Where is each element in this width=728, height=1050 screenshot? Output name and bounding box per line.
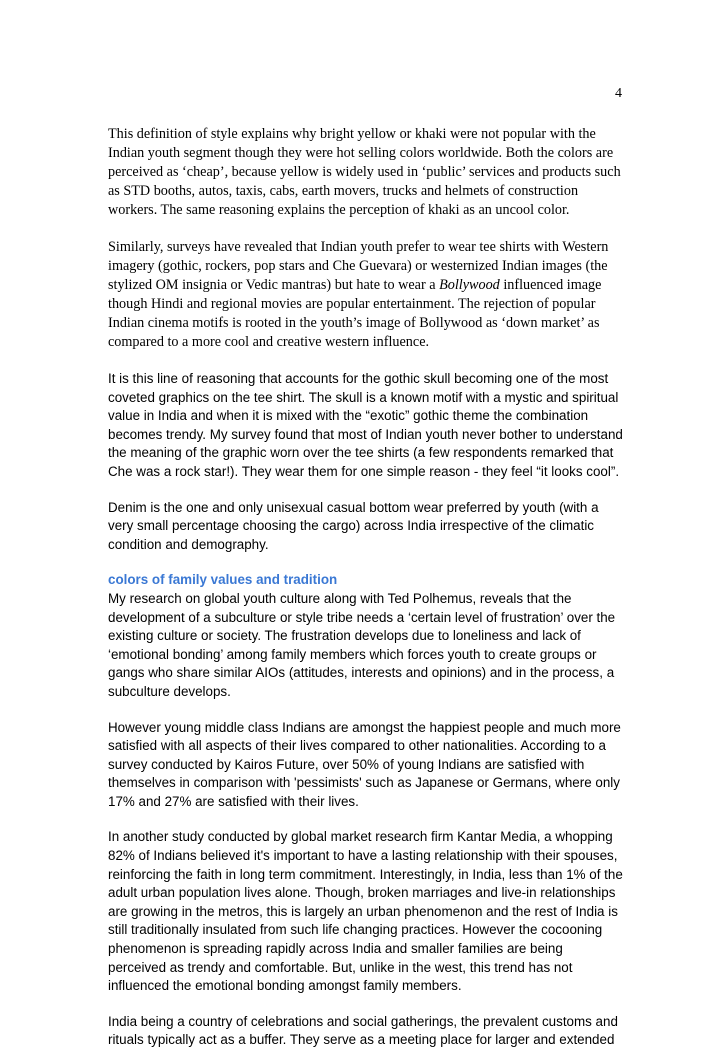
paragraph-text-part: influenced image though Hindi and regional movies are popular entertainment. The rejection of popular Indian cinema motifs is rooted in the youth’s image of Bollywood as ‘down market’ as compared to a more cool and creative western influence. (108, 277, 602, 350)
paragraph-denim: Denim is the one and only unisexual casual bottom wear preferred by youth (with a very small percentage choosing the cargo) across India irrespective of the climatic condition and demography. (108, 499, 599, 552)
paragraph-youth-culture-research: My research on global youth culture along with Ted Polhemus, reveals that the development of a subculture or style tribe needs a ‘certain level of frustration’ over the existing culture or society. The frustration develops due to loneliness and lack of ‘emotional bonding’ among family members which forces youth to create groups or gangs who share similar AIOs (attitudes, interests and opinions) and in the process, a subculture develops. (108, 590, 616, 699)
section-heading: colors of family values and tradition (108, 572, 338, 588)
paragraph-western-imagery (108, 238, 623, 352)
paragraph-kantar-study: In another study conducted by global market research firm Kantar Media, a whopping 82% of Indians believed it's important to have a lasting relationship with their spouses, reinforcing the faith in long term commitment. Interestingly, in India, less than 1% of the adult urban population lives alone. Though, broken marriages and live-in relationships are growing in the metros, this is largely an urban phenomenon and the rest of India is still traditionally insulated from such life changing practices. However the cocooning phenomenon is spreading rapidly across India and smaller families are being perceived as trendy and comfortable. But, unlike in the west, this trend has not influenced the emotional bonding amongst family members. (108, 829, 623, 994)
paragraph-style-definition: This definition of style explains why bright yellow or khaki were not popular with the Indian youth segment though they were hot selling colors worldwide. Both the colors are perceived as ‘cheap’, because yellow is widely used in ‘public’ services and products such as STD booths, autos, taxis, cabs, earth movers, trucks and helmets of construction workers. The same reasoning explains the perception of khaki as an uncool color. (108, 126, 621, 218)
paragraph-gothic-skull: It is this line of reasoning that accounts for the gothic skull becoming one of the most coveted graphics on the tee shirt. The skull is a known motif with a mystic and spiritual value in India and when it is mixed with the “exotic” gothic theme the combination becomes trendy. My survey found that most of Indian youth never bother to understand the meaning of the graphic worn over the tee shirts (a few respondents remarked that Che was a rock star!). They wear them for one simple reason - they feel “it looks cool”. (108, 371, 623, 479)
paragraph-text-part: Similarly, surveys have revealed that Indian youth prefer to wear tee shirts with Western imagery (gothic, rockers, pop stars and Che Guevara) or westernized Indian images (the stylized OM insignia or Vedic mantras) but hate to wear a (108, 239, 609, 293)
page-body (108, 125, 623, 1050)
paragraph-celebrations: India being a country of celebrations and social gatherings, the prevalent customs and rituals typically act as a buffer. They serve as a meeting place for larger and extended (108, 1013, 618, 1048)
page-number: 4 (615, 86, 622, 101)
paragraph-happiest-indians: However young middle class Indians are amongst the happiest people and much more satisfied with all aspects of their lives compared to other nationalities. According to a survey conducted by Kairos Future, over 50% of young Indians are satisfied with themselves in comparison with 'pessimists' such as Japanese or Germans, where only 17% and 27% are satisfied with their lives. (108, 719, 621, 809)
italic-term-bollywood: Bollywood (439, 277, 500, 293)
